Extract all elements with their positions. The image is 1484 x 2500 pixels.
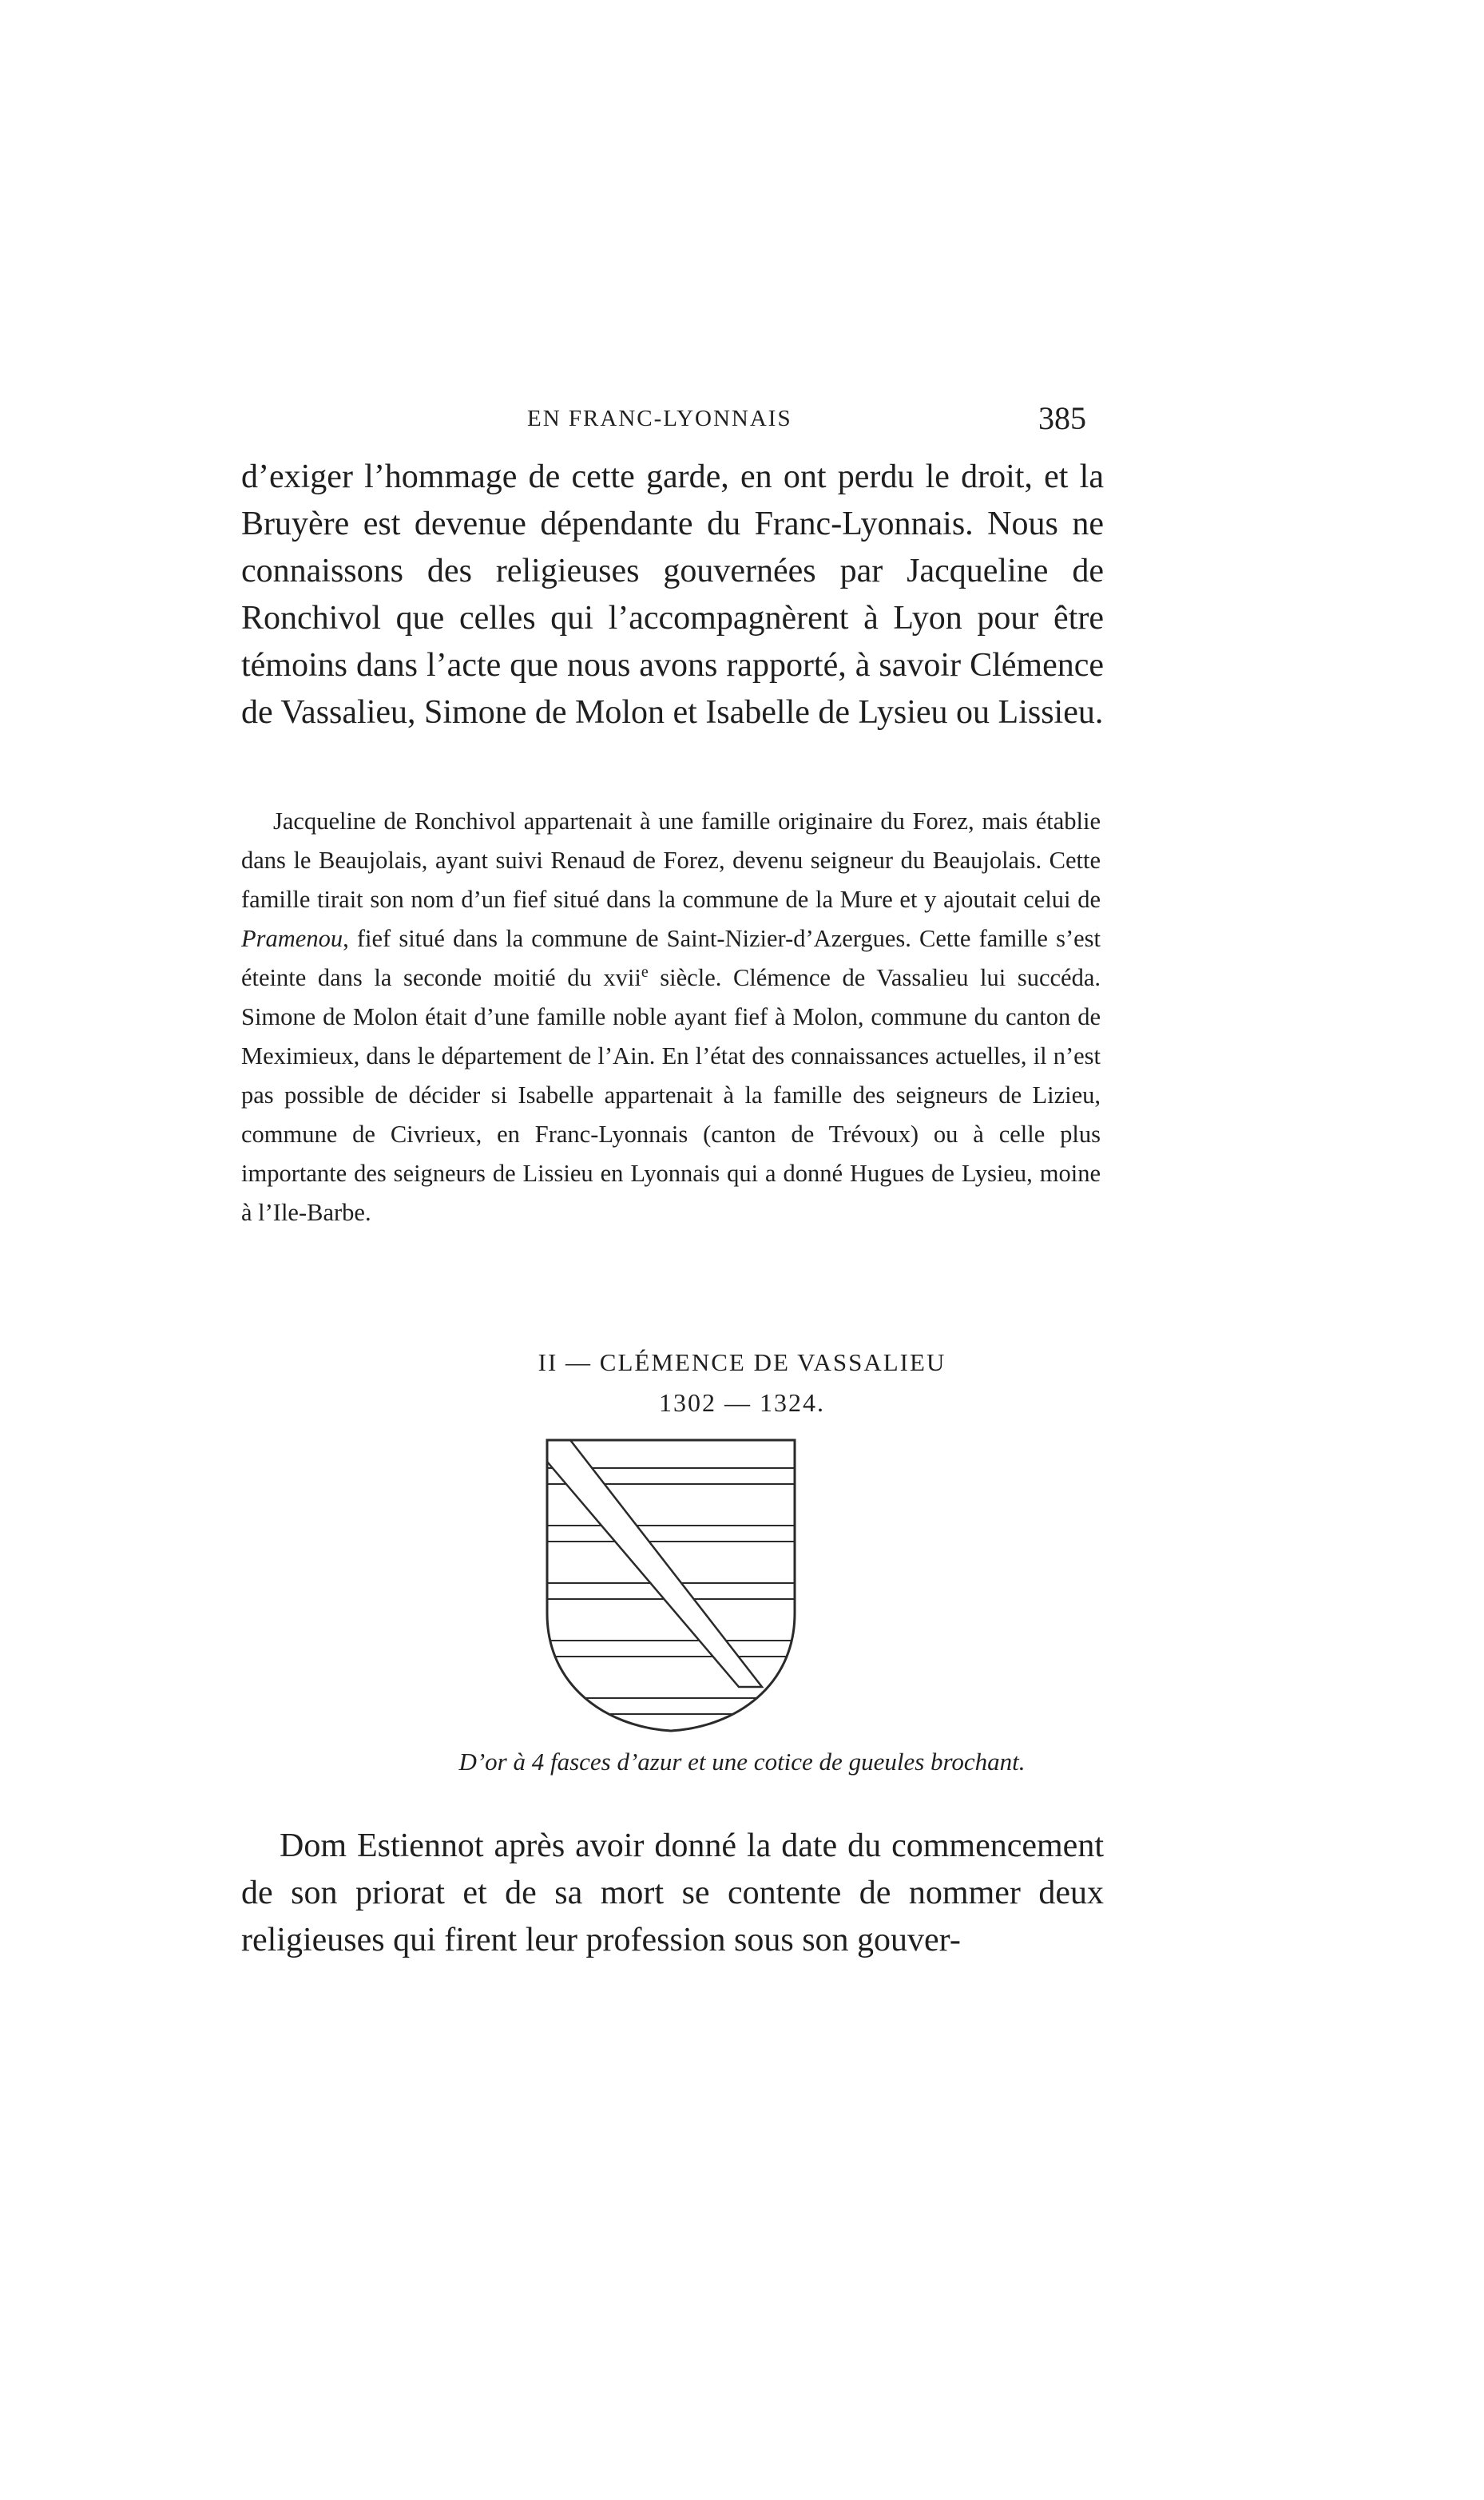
continuation-paragraph [241, 1823, 1104, 1964]
footnote-block [241, 802, 1101, 1232]
main-paragraph [241, 454, 1104, 736]
section-dates: 1302 — 1324. [659, 1388, 825, 1417]
footnote-text-3: siècle. Clémence de Vassalieu lui succéda. Simone de Molon était d’une famille noble ayant fief à Molon, commune du canton de Meximieux, dans le département de l’Ain. En l’état des connaissances actuelles, il n’est pas possible de décider si Isabelle appartenait à la famille des seigneurs de Lizieu, commune de Civrieux, en Franc-Lyonnais (canton de Trévoux) ou à celle plus importante des seigneurs de Lissieu en Lyonnais qui a donné Hugues de Lysieu, moine à l’Ile-Barbe. [241, 964, 1101, 1226]
footnote-paragraph [241, 802, 1101, 1232]
section-title: II — CLÉMENCE DE VASSALIEU [538, 1348, 946, 1376]
century-superscript: e [641, 962, 649, 981]
coat-of-arms-shield-icon [545, 1438, 797, 1733]
coat-of-arms-caption: D’or à 4 fasces d’azur et une cotice de gueules brochant. [458, 1748, 1026, 1776]
running-title: EN FRANC-LYONNAIS [527, 406, 792, 431]
footnote-text-1: Jacqueline de Ronchivol appartenait à une famille originaire du Forez, mais établie dans le Beaujolais, ayant suivi Renaud de Forez, devenu seigneur du Beaujolais. Cette famille tirait son nom d’un fief situé dans la commune de la Mure et y ajoutait celui de [241, 808, 1101, 913]
footnote-text-2: , fief situé dans la commune de Saint-Nizier-d’Azergues. Cette famille s’est éteinte dans la seconde moitié du xvii [241, 925, 1101, 991]
footnote-italic-place: Pramenou [241, 925, 343, 952]
continuation-text: Dom Estiennot après avoir donné la date du commencement de son priorat et de sa mort se contente de nommer deux religieuses qui firent leur profession sous son gouver- [241, 1827, 1104, 1958]
main-paragraph-text: d’exiger l’hommage de cette garde, en ont perdu le droit, et la Bruyère est devenue dépendante du Franc-Lyonnais. Nous ne connaissons des religieuses gouvernées par Jacqueline de Ronchivol que celles qui l’accompagnèrent à Lyon pour être témoins dans l’acte que nous avons rapporté, à savoir Clémence de Vassalieu, Simone de Molon et Isabelle de Lysieu ou Lissieu. [241, 458, 1104, 731]
page-number: 385 [1038, 400, 1086, 436]
